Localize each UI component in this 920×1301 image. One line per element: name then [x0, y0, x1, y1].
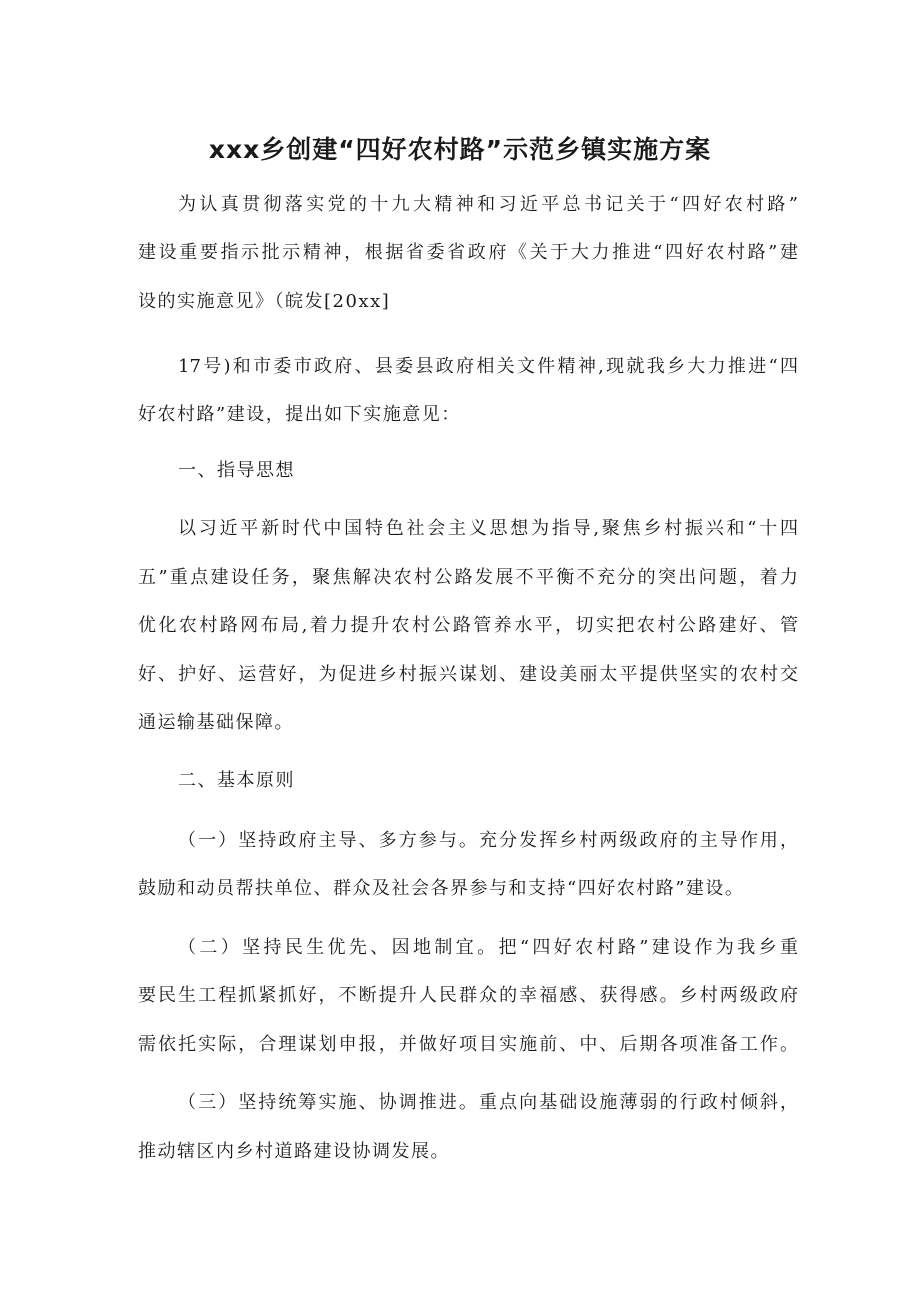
paragraph-line: 通运输基础保障。: [138, 712, 294, 733]
paragraph-line: （二）坚持民生优先、因地制宜。把“四好农村路”建设作为我乡重: [178, 937, 798, 958]
paragraph-line: 鼓励和动员帮扶单位、群众及社会各界参与和支持“四好农村路”建设。: [138, 878, 745, 899]
paragraph-line: 要民生工程抓紧抓好，不断提升人民群众的幸福感、获得感。乡村两级政府: [138, 985, 798, 1006]
section-heading: 一、指导思想: [178, 460, 295, 481]
section-heading: 二、基本原则: [178, 770, 295, 791]
paragraph-line: 好农村路”建设，提出如下实施意见：: [138, 404, 461, 425]
paragraph-line: 设的实施意见》（皖发[20xx]: [138, 291, 391, 312]
document-title: xxx乡创建“四好农村路”示范乡镇实施方案: [208, 135, 712, 164]
paragraph-line: 推动辖区内乡村道路建设协调发展。: [138, 1141, 450, 1162]
paragraph-line: 需依托实际，合理谋划申报，并做好项目实施前、中、后期各项准备工作。: [138, 1034, 798, 1055]
paragraph-line: 17号)和市委市政府、县委县政府相关文件精神,现就我乡大力推进“四: [178, 356, 798, 377]
paragraph-line: （一）坚持政府主导、多方参与。充分发挥乡村两级政府的主导作用，: [178, 830, 798, 851]
paragraph-line: 建设重要指示批示精神，根据省委省政府《关于大力推进“四好农村路”建: [138, 242, 798, 263]
paragraph-line: 为认真贯彻落实党的十九大精神和习近平总书记关于“四好农村路”: [178, 194, 798, 215]
paragraph-line: （三）坚持统筹实施、协调推进。重点向基础设施薄弱的行政村倾斜，: [178, 1092, 798, 1113]
paragraph-line: 五”重点建设任务，聚焦解决农村公路发展不平衡不充分的突出问题，着力: [138, 567, 798, 588]
paragraph-line: 好、护好、运营好，为促进乡村振兴谋划、建设美丽太平提供坚实的农村交: [138, 664, 798, 685]
paragraph-line: 优化农村路网布局,着力提升农村公路管养水平，切实把农村公路建好、管: [138, 615, 798, 636]
paragraph-line: 以习近平新时代中国特色社会主义思想为指导,聚焦乡村振兴和“十四: [178, 518, 798, 539]
